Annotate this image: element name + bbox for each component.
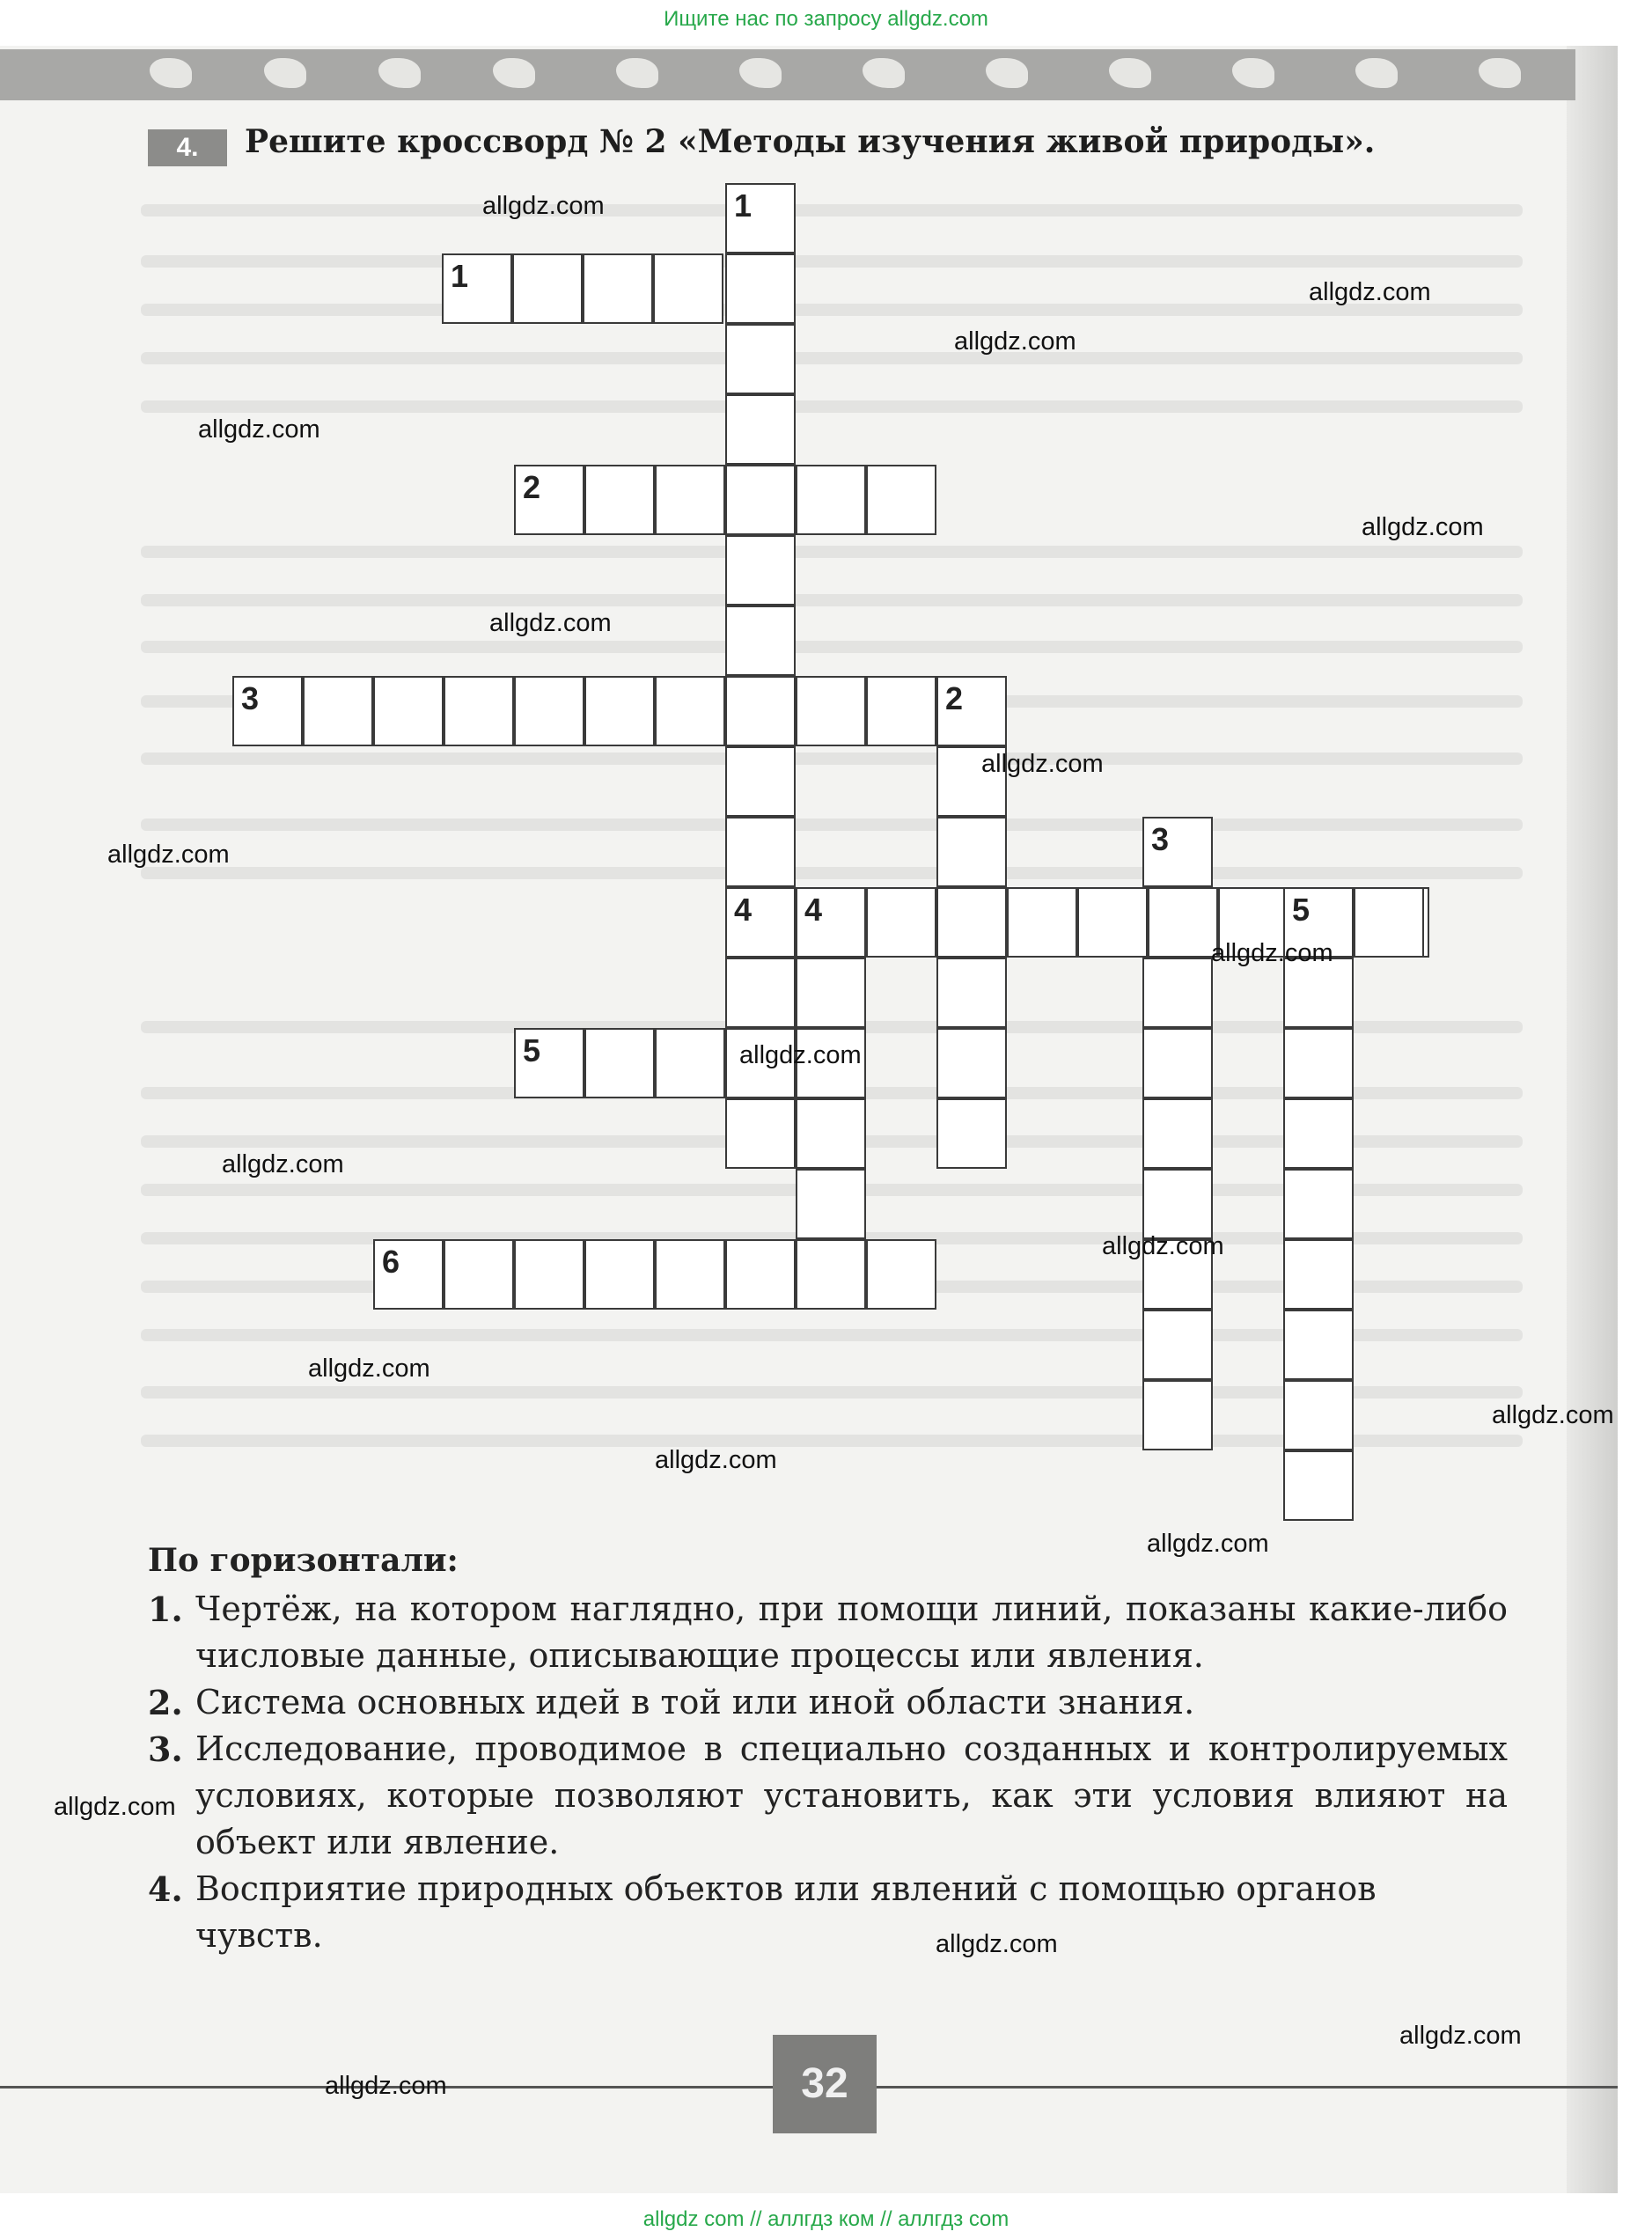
bottom-banner[interactable]: allgdz com // аллгдз ком // аллгдз com	[642, 2207, 1010, 2231]
crossword-cell[interactable]	[725, 324, 796, 394]
crossword-cell[interactable]	[936, 958, 1007, 1028]
watermark: allgdz.com	[482, 192, 605, 220]
crossword-cell[interactable]	[725, 958, 796, 1028]
crossword-cell[interactable]	[655, 1028, 725, 1098]
crossword-cell[interactable]	[725, 746, 796, 817]
crossword-cell[interactable]	[1283, 1380, 1354, 1450]
animal-silhouette-icon	[616, 58, 658, 88]
crossword-cell[interactable]	[1148, 887, 1218, 958]
watermark: allgdz.com	[1147, 1530, 1269, 1558]
decorative-animal-band	[0, 49, 1575, 100]
bird-silhouette-icon	[739, 58, 782, 88]
crossword-cell[interactable]	[1283, 1239, 1354, 1310]
crossword-cell[interactable]	[866, 1239, 936, 1310]
bleed-through-line	[141, 400, 1523, 413]
crossword-cell[interactable]	[512, 253, 583, 324]
page-number: 32	[773, 2035, 877, 2133]
watermark: allgdz.com	[325, 2072, 447, 2100]
crossword-clue-number: 3	[241, 680, 260, 716]
clue-item	[148, 1586, 1508, 1679]
crossword-cell[interactable]	[725, 465, 796, 535]
crossword-clue-number: 4	[734, 892, 753, 928]
clue-text: Чертёж, на котором наглядно, при помощи линий, показаны какие-либо числовые данные, описывающие процессы или явления.	[195, 1589, 1508, 1675]
crossword-cell[interactable]	[1283, 958, 1354, 1028]
crossword-clue-number: 4	[804, 892, 823, 928]
bleed-through-line	[141, 867, 1523, 879]
crossword-cell[interactable]	[653, 253, 723, 324]
watermark: allgdz.com	[1362, 513, 1484, 541]
watermark: allgdz.com	[981, 750, 1104, 778]
watermark: allgdz.com	[1211, 939, 1333, 967]
crossword-cell[interactable]	[936, 1028, 1007, 1098]
crossword-cell[interactable]	[936, 817, 1007, 887]
watermark: allgdz.com	[198, 415, 320, 444]
bleed-through-line	[141, 204, 1523, 217]
watermark: allgdz.com	[1399, 2022, 1522, 2050]
crossword-cell[interactable]	[1283, 1098, 1354, 1169]
crossword-cell[interactable]	[584, 1028, 655, 1098]
animal-silhouette-icon	[1479, 58, 1521, 88]
watermark: allgdz.com	[107, 841, 230, 869]
watermark: allgdz.com	[954, 327, 1076, 356]
crossword-cell[interactable]	[725, 676, 796, 746]
crossword-cell[interactable]	[1142, 1169, 1213, 1239]
animal-silhouette-icon	[493, 58, 535, 88]
crossword-cell[interactable]	[303, 676, 373, 746]
crossword-cell[interactable]	[584, 465, 655, 535]
crossword-cell[interactable]	[1283, 1310, 1354, 1380]
bleed-through-line	[141, 641, 1523, 653]
animal-silhouette-icon	[1232, 58, 1274, 88]
watermark: allgdz.com	[308, 1354, 430, 1383]
task-title: Решите кроссворд № 2 «Методы изучения живой природы».	[245, 123, 1376, 160]
task-number-badge: 4.	[148, 129, 227, 166]
watermark: allgdz.com	[936, 1930, 1058, 1958]
crossword-cell[interactable]	[1142, 1380, 1213, 1450]
animal-silhouette-icon	[150, 58, 192, 88]
bleed-through-line	[141, 352, 1523, 364]
crossword-cell[interactable]	[725, 535, 796, 606]
crossword-cell[interactable]	[1142, 1098, 1213, 1169]
page-edge-shadow	[1567, 46, 1618, 2193]
crossword-cell[interactable]	[796, 1169, 866, 1239]
clues-section	[148, 1542, 1508, 1959]
crossword-cell[interactable]	[1142, 1028, 1213, 1098]
crossword-clue-number: 3	[1151, 821, 1170, 857]
crossword-cell[interactable]	[796, 676, 866, 746]
crossword-cell[interactable]	[936, 1098, 1007, 1169]
crossword-cell[interactable]	[1283, 1169, 1354, 1239]
watermark: allgdz.com	[54, 1793, 176, 1821]
crossword-cell[interactable]	[725, 817, 796, 887]
crossword-cell[interactable]	[583, 253, 653, 324]
crossword-clue-number: 6	[382, 1244, 400, 1280]
crossword-cell[interactable]	[1283, 1450, 1354, 1521]
butterfly-silhouette-icon	[1109, 58, 1151, 88]
watermark: allgdz.com	[655, 1446, 777, 1474]
watermark: allgdz.com	[739, 1041, 862, 1069]
crossword-clue-number: 1	[451, 258, 469, 294]
bleed-through-line	[141, 819, 1523, 831]
clue-item	[148, 1866, 1508, 1959]
animal-silhouette-icon	[863, 58, 905, 88]
watermark: allgdz.com	[1102, 1232, 1224, 1260]
clue-number: 3.	[148, 1729, 183, 1769]
crossword-cell[interactable]	[725, 1098, 796, 1169]
crossword-cell[interactable]	[936, 887, 1007, 958]
crossword-clue-number: 5	[523, 1032, 541, 1068]
crossword-cell[interactable]	[655, 465, 725, 535]
clue-text: Система основных идей в той или иной области знания.	[195, 1683, 1195, 1721]
crossword-cell[interactable]	[796, 958, 866, 1028]
bird-silhouette-icon	[1355, 58, 1398, 88]
watermark: allgdz.com	[489, 609, 612, 637]
crossword-cell[interactable]	[1283, 1028, 1354, 1098]
crossword-cell[interactable]	[1007, 887, 1077, 958]
crossword-cell[interactable]	[584, 1239, 655, 1310]
crossword-cell[interactable]	[1142, 1310, 1213, 1380]
crossword-cell[interactable]	[1077, 887, 1148, 958]
clue-text: Исследование, проводимое в специально созданных и контролируемых условиях, которые позволяют установить, как эти условия влияют на объект или явление.	[195, 1729, 1508, 1861]
crossword-cell[interactable]	[584, 676, 655, 746]
crossword-cell[interactable]	[796, 1239, 866, 1310]
watermark: allgdz.com	[1309, 278, 1431, 306]
clue-item	[148, 1679, 1508, 1726]
bleed-through-line	[141, 752, 1523, 765]
watermark: allgdz.com	[222, 1150, 344, 1178]
clue-number: 1.	[148, 1589, 183, 1629]
crossword-cell[interactable]	[725, 1239, 796, 1310]
clue-item	[148, 1726, 1508, 1866]
clue-number: 4.	[148, 1869, 183, 1909]
bleed-through-line	[141, 255, 1523, 268]
crossword-cell[interactable]	[725, 253, 796, 324]
crossword-cell[interactable]	[796, 465, 866, 535]
watermark: allgdz.com	[1492, 1401, 1614, 1429]
crossword-clue-number: 2	[523, 469, 541, 505]
crossword-cell[interactable]	[373, 676, 444, 746]
crossword-cell[interactable]	[514, 676, 584, 746]
top-banner[interactable]: Ищите нас по запросу allgdz.com	[664, 7, 988, 31]
crossword-clue-number: 1	[734, 187, 753, 224]
crossword-cell[interactable]	[655, 1239, 725, 1310]
crossword-cell[interactable]	[725, 606, 796, 676]
crossword-cell[interactable]	[1354, 887, 1424, 958]
clue-text: Восприятие природных объектов или явлений с помощью органов чувств.	[195, 1869, 1377, 1955]
bleed-through-line	[141, 594, 1523, 606]
crossword-cell[interactable]	[725, 394, 796, 465]
crossword-cell[interactable]	[655, 676, 725, 746]
crossword-cell[interactable]	[796, 1098, 866, 1169]
crossword-cell[interactable]	[444, 676, 514, 746]
animal-silhouette-icon	[264, 58, 306, 88]
crossword-clue-number: 2	[945, 680, 964, 716]
bleed-through-line	[141, 546, 1523, 558]
crossword-cell[interactable]	[1142, 958, 1213, 1028]
crossword-cell[interactable]	[514, 1239, 584, 1310]
bird-silhouette-icon	[986, 58, 1028, 88]
clues-heading: По горизонтали:	[148, 1542, 459, 1579]
butterfly-silhouette-icon	[378, 58, 421, 88]
crossword-cell[interactable]	[866, 676, 936, 746]
crossword-clue-number: 5	[1292, 892, 1311, 928]
clue-number: 2.	[148, 1683, 183, 1722]
crossword-cell[interactable]	[866, 887, 936, 958]
crossword-cell[interactable]	[444, 1239, 514, 1310]
crossword-cell[interactable]	[866, 465, 936, 535]
